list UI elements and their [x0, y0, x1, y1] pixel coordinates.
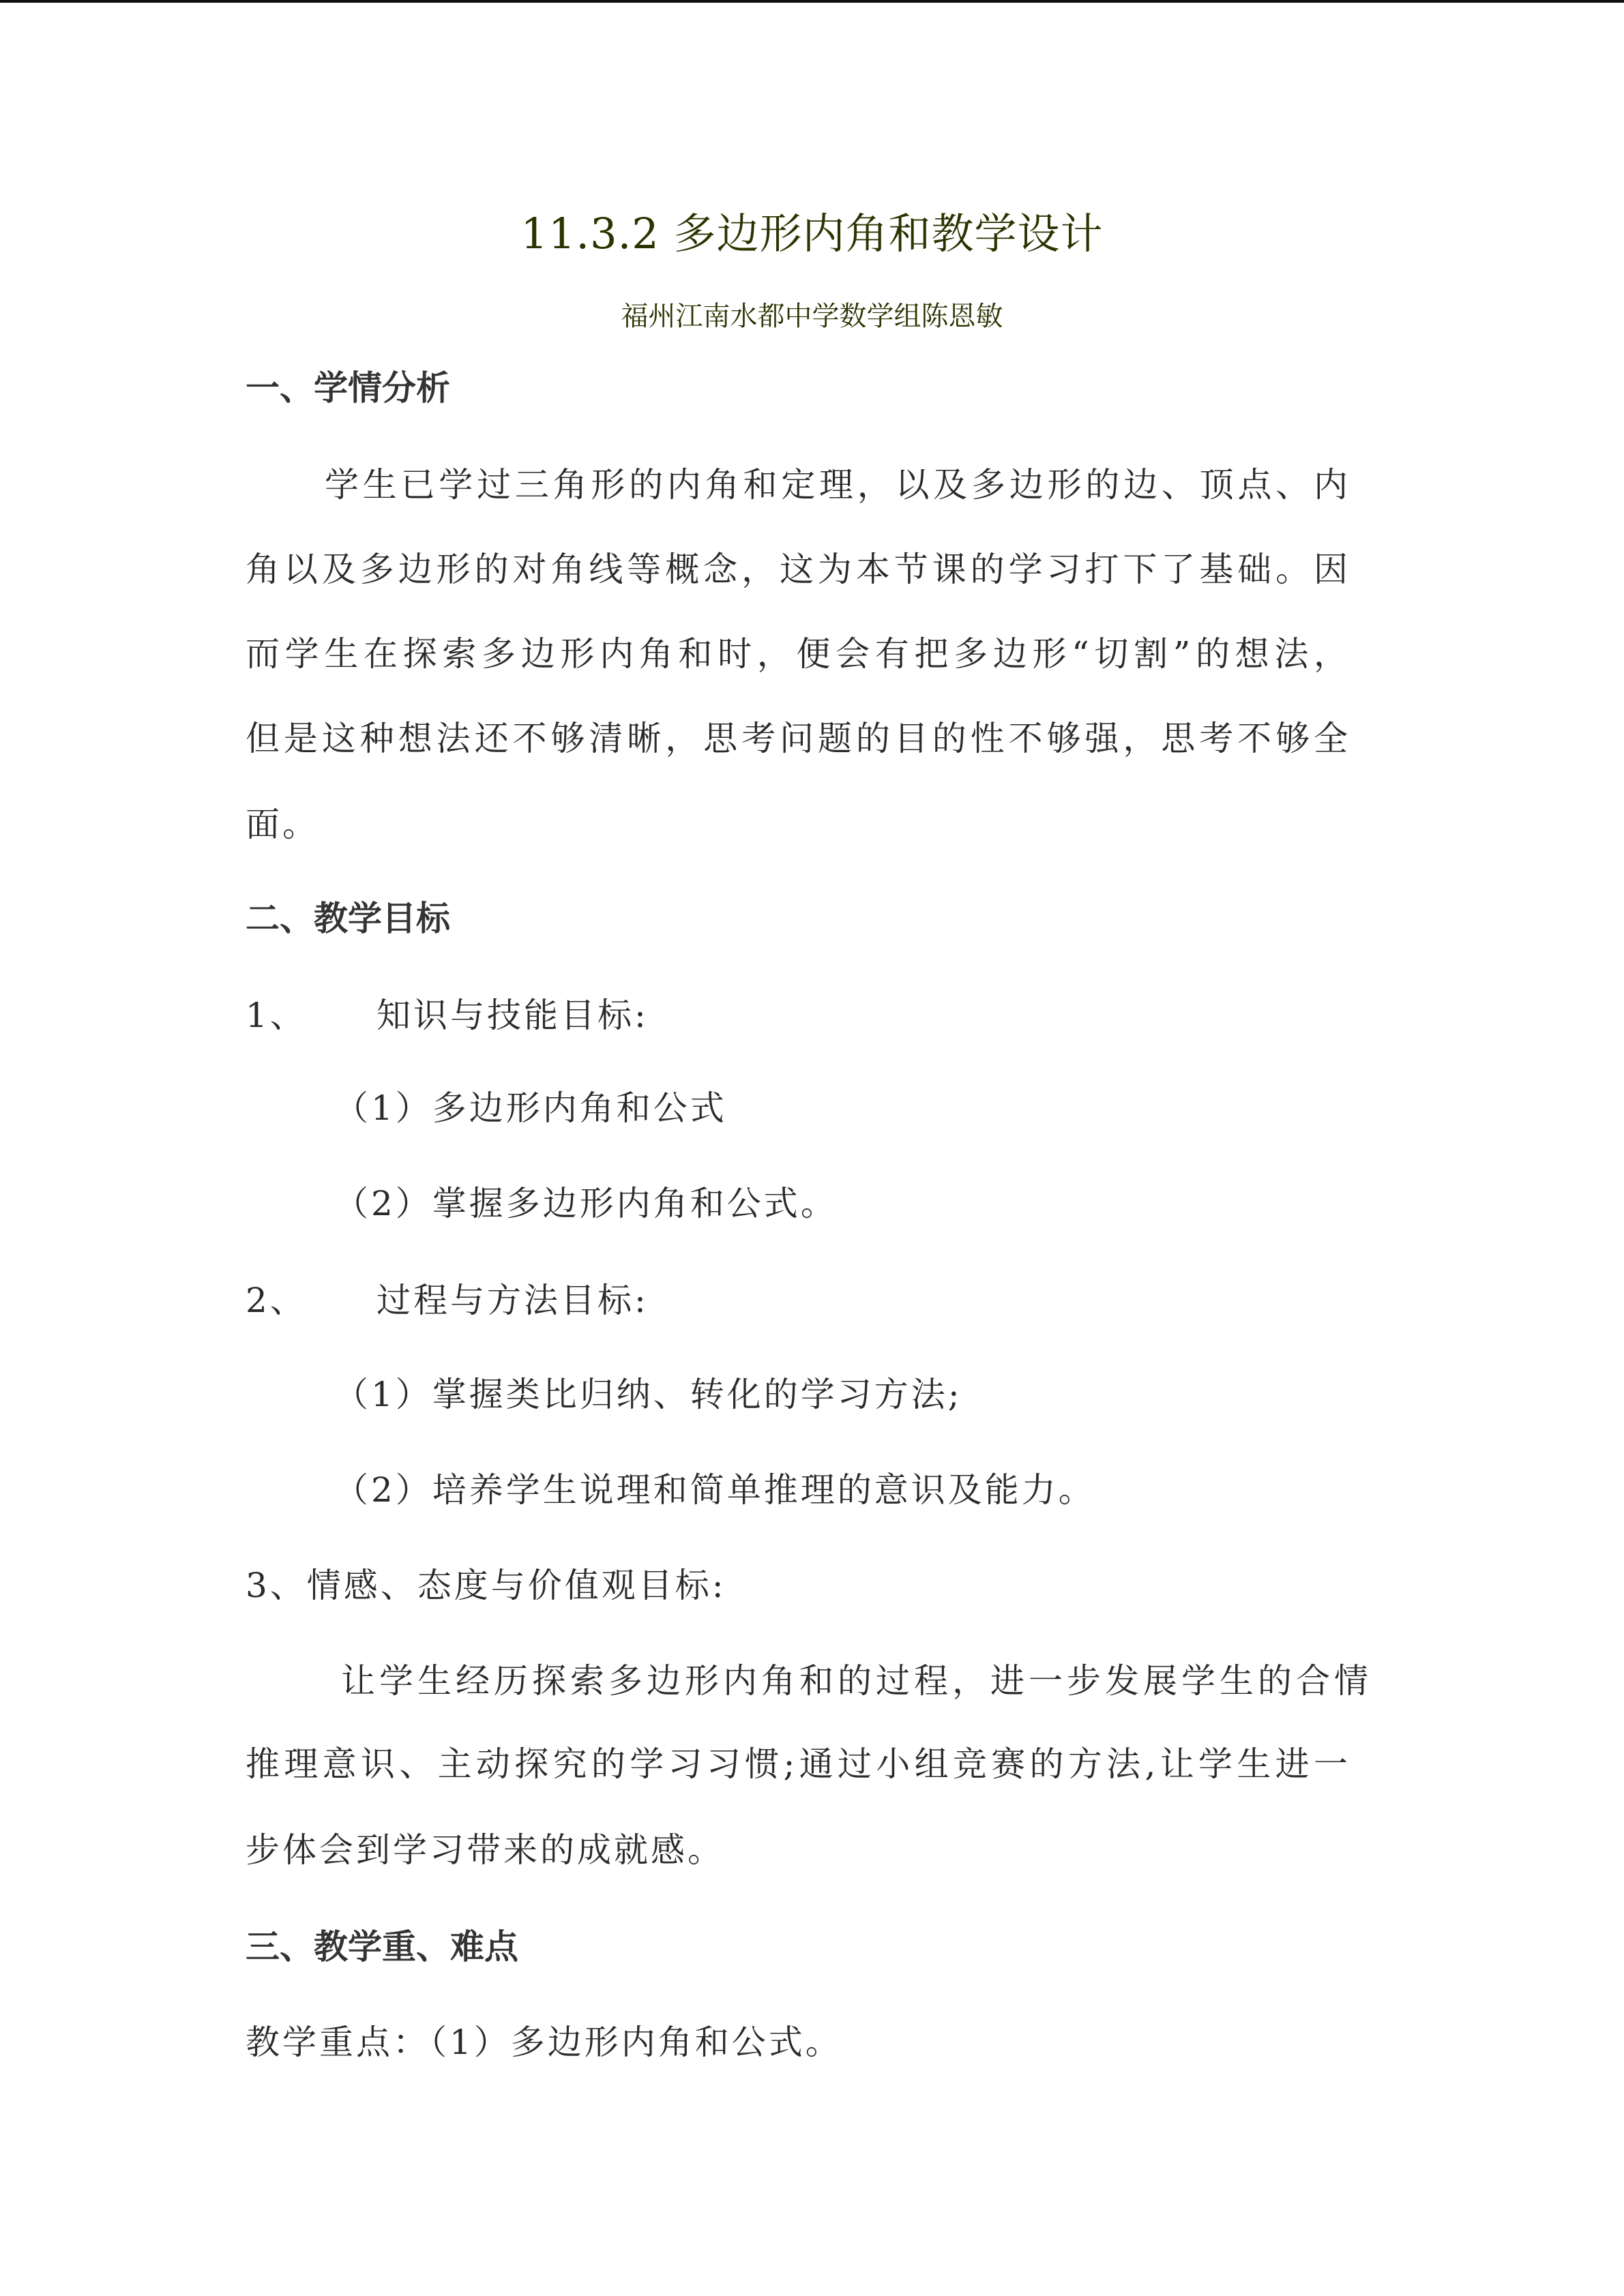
goal-number: 2、: [246, 1281, 307, 1320]
paragraph-line: 推理意识、主动探究的学习习惯;通过小组竞赛的方法,让学生进一: [246, 1744, 1350, 1784]
goal-label: 过程与方法目标:: [377, 1281, 649, 1320]
paragraph-line: 面。: [246, 805, 319, 844]
paragraph-line: 让学生经历探索多边形内角和的过程，进一步发展学生的合情: [341, 1661, 1371, 1701]
author-line: 福州江南水都中学数学组陈恩敏: [621, 301, 1003, 332]
goal-item: （1）掌握类比归纳、转化的学习方法;: [334, 1375, 962, 1414]
goal-item: （1）多边形内角和公式: [334, 1088, 727, 1128]
goal-item: （2）培养学生说理和简单推理的意识及能力。: [334, 1470, 1095, 1510]
goal-item: （2）掌握多边形内角和公式。: [334, 1184, 838, 1223]
paragraph-line: 角以及多边形的对角线等概念，这为本节课的学习打下了基础。因: [246, 550, 1350, 589]
goal-label: 知识与技能目标:: [377, 996, 649, 1035]
section-heading-3: 三、教学重、难点: [246, 1927, 518, 1967]
goal-number: 1、: [246, 996, 307, 1035]
document-title: 11.3.2 多边形内角和教学设计: [520, 209, 1104, 258]
key-point-line: 教学重点：（1）多边形内角和公式。: [246, 2023, 842, 2062]
section-heading-1: 一、学情分析: [246, 368, 450, 408]
section-heading-2: 二、教学目标: [246, 899, 450, 938]
paragraph-line: 学生已学过三角形的内角和定理，以及多边形的边、顶点、内: [325, 465, 1350, 505]
paragraph-line: 步体会到学习带来的成就感。: [246, 1830, 724, 1870]
goal-label: 3、情感、态度与价值观目标:: [246, 1566, 726, 1605]
paragraph-line: 而学生在探索多边形内角和时，便会有把多边形“切割”的想法，: [246, 634, 1350, 674]
paragraph-line: 但是这种想法还不够清晰，思考问题的目的性不够强，思考不够全: [246, 719, 1350, 758]
